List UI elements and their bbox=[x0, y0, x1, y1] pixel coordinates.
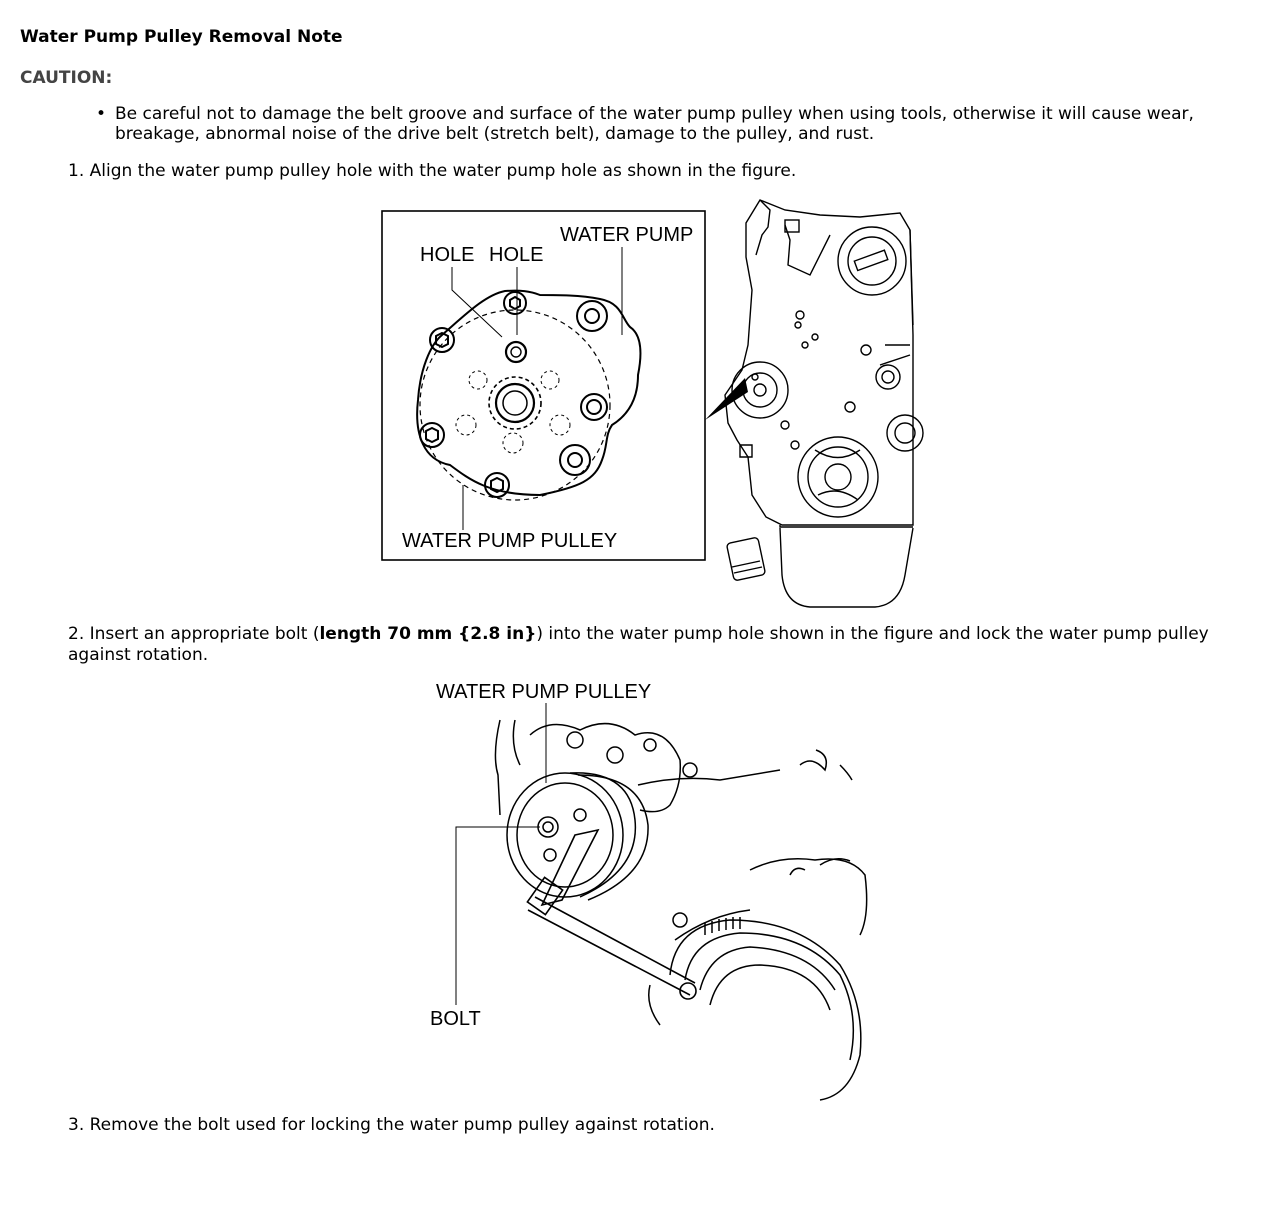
engine-overview bbox=[725, 200, 923, 607]
label-bolt: BOLT bbox=[430, 1008, 481, 1030]
crank-pulley bbox=[649, 859, 867, 1100]
figure-1 bbox=[380, 195, 925, 615]
bullet-dot-icon: • bbox=[96, 104, 107, 124]
step-2-text-start: 2. Insert an appropriate bolt ( bbox=[68, 624, 320, 644]
label-water-pump-pulley-1: WATER PUMP PULLEY bbox=[402, 530, 618, 552]
pulley-assembly bbox=[495, 720, 852, 927]
aligned-hole bbox=[506, 342, 526, 362]
pulley-hub bbox=[496, 384, 534, 422]
step-2 bbox=[68, 624, 1218, 666]
caution-bullet bbox=[96, 104, 1206, 144]
label-water-pump-pulley-2: WATER PUMP PULLEY bbox=[436, 681, 652, 703]
step-3: 3. Remove the bolt used for locking the water pump pulley against rotation. bbox=[68, 1115, 715, 1135]
page-title: Water Pump Pulley Removal Note bbox=[20, 27, 343, 47]
housing-bolts bbox=[420, 292, 607, 497]
leader-lines-2 bbox=[456, 703, 546, 1005]
label-hole-1: HOLE bbox=[420, 244, 475, 266]
label-water-pump: WATER PUMP bbox=[560, 224, 694, 246]
label-hole-2: HOLE bbox=[489, 244, 544, 266]
caution-heading: CAUTION: bbox=[20, 68, 113, 88]
figure-2 bbox=[420, 675, 880, 1105]
bolt-spec: length 70 mm {2.8 in} bbox=[319, 624, 537, 644]
step-1: 1. Align the water pump pulley hole with the water pump hole as shown in the figure. bbox=[68, 161, 797, 181]
pump-pulley bbox=[507, 773, 623, 897]
step-2-text-end: ) into the water pump hole shown in the figure and lock the water pump pulley against rotation. bbox=[68, 624, 1209, 665]
caution-bullet-text: Be careful not to damage the belt groove and surface of the water pump pulley when using tools, otherwise it will cause wear, breakage, abnormal noise of the drive belt (stretch belt), damage to the pulley, and rust. bbox=[115, 104, 1194, 144]
